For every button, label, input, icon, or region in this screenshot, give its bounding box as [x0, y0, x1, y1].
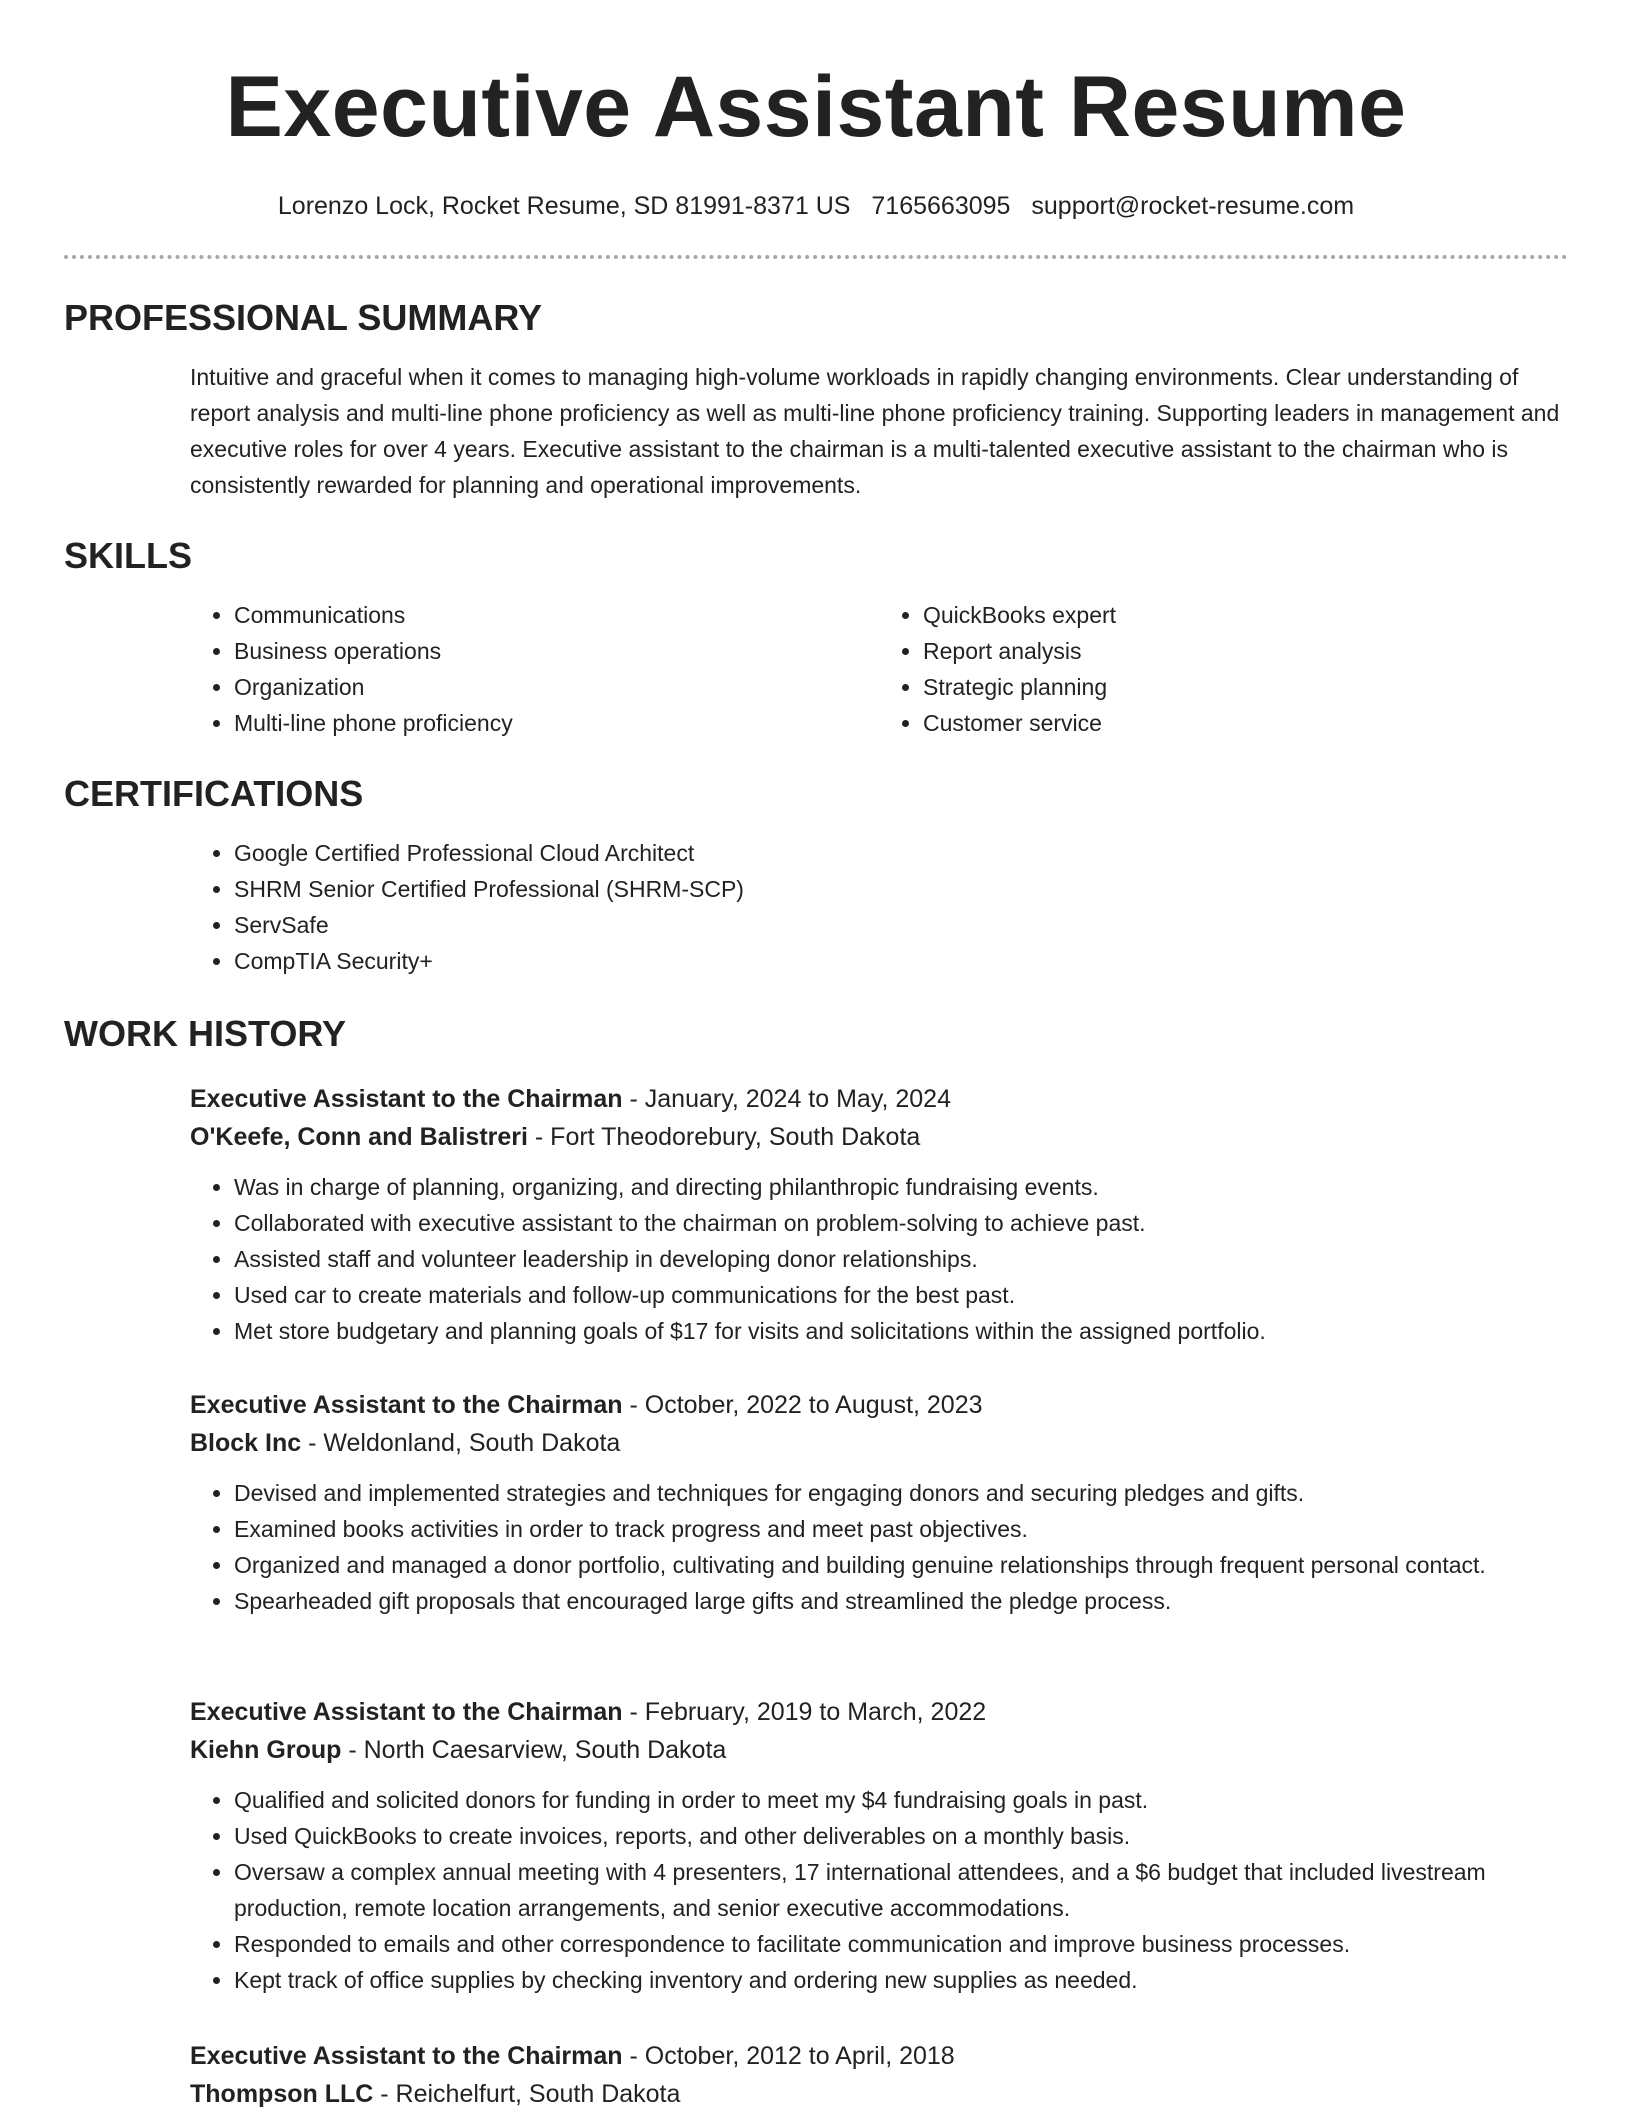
job-company: O'Keefe, Conn and Balistreri — [190, 1123, 528, 1151]
job-bullet: • Responded to emails and other correspondence to facilitate communication and improve business processes. — [234, 1926, 1568, 1962]
skill-item: • Business operations — [234, 633, 879, 669]
job-bullet: • Collaborated with executive assistant to the chairman on problem-solving to achieve past. — [234, 1205, 1568, 1241]
summary-text: Intuitive and graceful when it comes to managing high-volume workloads in rapidly changing environments. Clear understanding of report analysis and multi-line phone proficiency as well as multi-line phone proficiency training. Supporting leaders in management and executive roles for over 4 years. Executive assistant to the chairman is a multi-talented executive assistant to the chairman who is consistently rewarded for planning and operational improvements. — [190, 364, 1560, 498]
job-bullet: • Devised and implemented strategies and techniques for engaging donors and securing pledges and gifts. — [234, 1475, 1568, 1511]
skill-item: • QuickBooks expert — [923, 597, 1568, 633]
skill-item: • Customer service — [923, 705, 1568, 741]
job-bullet: • Spearheaded gift proposals that encouraged large gifts and streamlined the pledge process. — [234, 1583, 1568, 1619]
resume-title: Executive Assistant Resume — [225, 59, 1407, 155]
contact-address: Lorenzo Lock, Rocket Resume, SD 81991-8371 US — [277, 192, 851, 220]
job-dates: - October, 2022 to August, 2023 — [622, 1391, 983, 1419]
job-bullets — [190, 1169, 1568, 1349]
skills-grid — [190, 597, 1568, 741]
contact-line — [64, 191, 1568, 221]
job-dates: - February, 2019 to March, 2022 — [622, 1698, 987, 1726]
job-title: Executive Assistant to the Chairman — [190, 2042, 623, 2070]
job-title-line — [190, 1386, 1568, 1424]
job-bullet: • Qualified and solicited donors for funding in order to meet my $4 fundraising goals in past. — [234, 1782, 1568, 1818]
job-title: Executive Assistant to the Chairman — [190, 1085, 623, 1113]
certification-item: • Google Certified Professional Cloud Architect — [234, 835, 1568, 871]
job-bullet: • Organized and managed a donor portfolio, cultivating and building genuine relationships through frequent personal contact. — [234, 1547, 1568, 1583]
job-title-line — [190, 1693, 1568, 1731]
job-dates: - October, 2012 to April, 2018 — [622, 2042, 955, 2070]
contact-phone: 7165663095 — [871, 192, 1011, 220]
work-history-heading: WORK HISTORY — [64, 1013, 347, 1054]
job-company: Block Inc — [190, 1429, 302, 1457]
skills-section — [64, 534, 1568, 741]
certification-item: • SHRM Senior Certified Professional (SHRM-SCP) — [234, 871, 1568, 907]
job-location: - North Caesarview, South Dakota — [341, 1736, 727, 1764]
skills-list-right — [879, 597, 1568, 741]
job-bullet: • Assisted staff and volunteer leadership in developing donor relationships. — [234, 1241, 1568, 1277]
certification-item: • ServSafe — [234, 907, 1568, 943]
job-bullets — [190, 1782, 1568, 1998]
skill-item: • Strategic planning — [923, 669, 1568, 705]
job-bullet: • Was in charge of planning, organizing, and directing philanthropic fundraising events. — [234, 1169, 1568, 1205]
certification-item: • CompTIA Security+ — [234, 943, 1568, 979]
header-divider — [64, 255, 1568, 259]
job-bullet: • Used car to create materials and follow-up communications for the best past. — [234, 1277, 1568, 1313]
certifications-section — [64, 772, 1568, 979]
job-location: - Fort Theodorebury, South Dakota — [527, 1123, 921, 1151]
job-bullet: • Kept track of office supplies by checking inventory and ordering new supplies as needed. — [234, 1962, 1568, 1998]
job-bullet: • Used QuickBooks to create invoices, reports, and other deliverables on a monthly basis. — [234, 1818, 1568, 1854]
job-company-line — [190, 1118, 1568, 1156]
job-company-line — [190, 1424, 1568, 1462]
certifications-list — [190, 835, 1568, 979]
certifications-heading: CERTIFICATIONS — [64, 773, 364, 814]
skill-item: • Organization — [234, 669, 879, 705]
job-company-line — [190, 2075, 1568, 2113]
job-entry — [64, 1693, 1568, 1998]
job-bullet: • Met store budgetary and planning goals of $17 for visits and solicitations within the assigned portfolio. — [234, 1313, 1568, 1349]
job-title: Executive Assistant to the Chairman — [190, 1698, 623, 1726]
job-entry — [64, 2037, 1568, 2113]
job-bullets — [190, 1475, 1568, 1619]
job-dates: - January, 2024 to May, 2024 — [622, 1085, 951, 1113]
summary-section — [64, 296, 1568, 503]
job-title-line — [190, 1080, 1568, 1118]
skills-heading: SKILLS — [64, 535, 193, 576]
job-bullet: • Examined books activities in order to track progress and meet past objectives. — [234, 1511, 1568, 1547]
job-company-line — [190, 1731, 1568, 1769]
summary-heading: PROFESSIONAL SUMMARY — [64, 297, 543, 338]
job-title: Executive Assistant to the Chairman — [190, 1391, 623, 1419]
skill-item: • Multi-line phone proficiency — [234, 705, 879, 741]
job-entry — [64, 1080, 1568, 1349]
job-location: - Weldonland, South Dakota — [301, 1429, 621, 1457]
job-location: - Reichelfurt, South Dakota — [373, 2080, 681, 2108]
job-company: Thompson LLC — [190, 2080, 374, 2108]
job-title-line — [190, 2037, 1568, 2075]
skills-list-left — [190, 597, 879, 741]
job-bullet: • Oversaw a complex annual meeting with 4 presenters, 17 international attendees, and a $6 budget that included livestream production, remote location arrangements, and senior executive accommodations. — [234, 1854, 1568, 1926]
skill-item: • Communications — [234, 597, 879, 633]
contact-email: support@rocket-resume.com — [1031, 192, 1355, 220]
job-company: Kiehn Group — [190, 1736, 342, 1764]
job-entry — [64, 1386, 1568, 1619]
work-history-section — [64, 1012, 1568, 1056]
skill-item: • Report analysis — [923, 633, 1568, 669]
